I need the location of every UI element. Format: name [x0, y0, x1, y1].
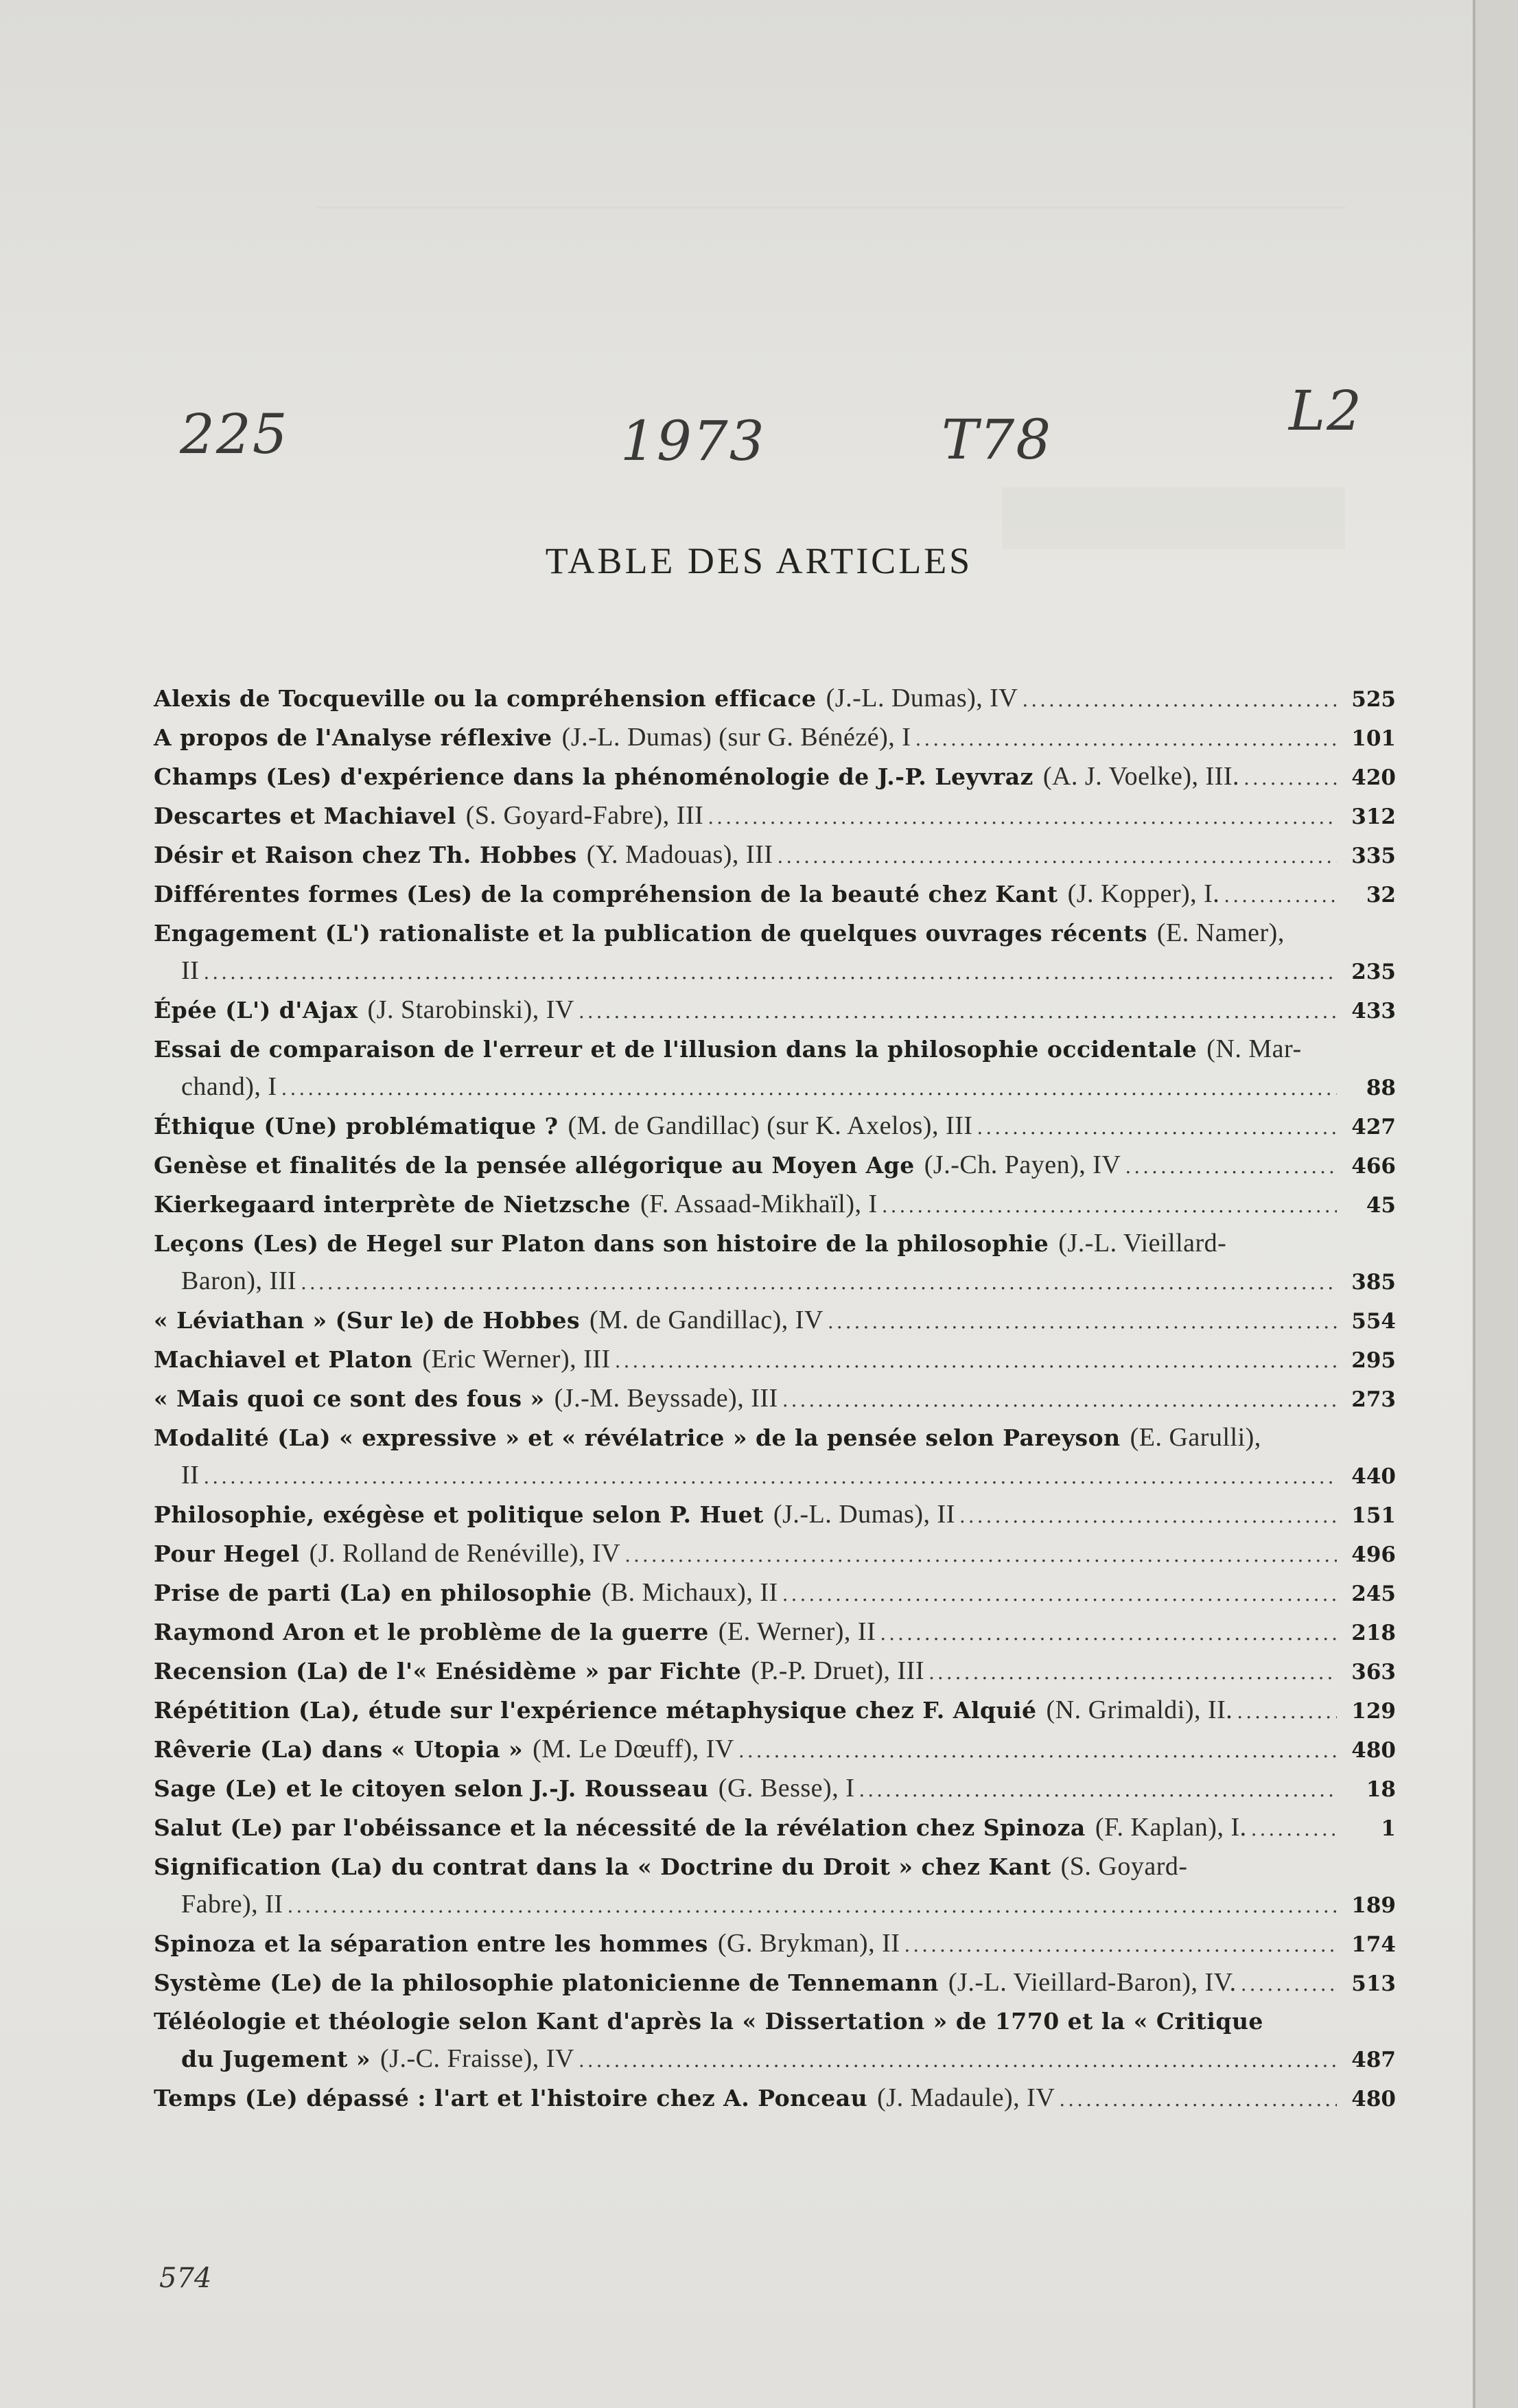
toc-entry	[154, 2003, 1396, 2079]
toc-entry-line	[154, 1535, 1396, 1574]
article-title: Système (Le) de la philosophie platonicienne de Tennemann	[154, 1969, 939, 1996]
toc-entry	[154, 1535, 1396, 1574]
article-page-number: 496	[1351, 1542, 1396, 1567]
toc-entry-line	[154, 758, 1396, 797]
article-page-number: 101	[1351, 726, 1396, 751]
leader-dots	[859, 1772, 1337, 1809]
toc-entry-line	[154, 680, 1396, 719]
article-author-continued: II	[181, 956, 200, 985]
toc-entry-line	[154, 1341, 1396, 1380]
article-page-number: 174	[1351, 1932, 1396, 1957]
toc-entry-line	[154, 1613, 1396, 1652]
toc-entry	[154, 1652, 1396, 1691]
handwritten-note-mark: L2	[1289, 379, 1364, 443]
toc-entry-line	[154, 1964, 1396, 2003]
article-author-continued: Fabre), II	[181, 1890, 283, 1919]
article-author-continued: Baron), III	[181, 1266, 296, 1295]
leader-dots	[1237, 1693, 1337, 1730]
leader-dots	[882, 1188, 1337, 1225]
toc-entry-line	[154, 1730, 1396, 1770]
toc-entry	[154, 1848, 1396, 1925]
article-title: Spinoza et la séparation entre les hommes	[154, 1930, 708, 1957]
article-author: (F. Assaad-Mikhaïl), I	[640, 1190, 878, 1218]
article-title: Philosophie, exégèse et politique selon P. Huet	[154, 1501, 764, 1528]
toc-entry-line	[154, 1652, 1396, 1691]
article-page-number: 525	[1351, 687, 1396, 712]
article-title: Signification (La) du contrat dans la « Doctrine du Droit » chez Kant	[154, 1853, 1051, 1880]
toc-entry-line	[154, 1457, 1396, 1496]
article-title: « Léviathan » (Sur le) de Hobbes	[154, 1307, 581, 1334]
toc-entry-line	[154, 914, 1396, 952]
leader-dots	[828, 1304, 1337, 1341]
article-title-continued: du Jugement »	[181, 2046, 371, 2072]
article-page-number: 480	[1351, 2087, 1396, 2111]
leader-dots	[738, 1733, 1337, 1770]
toc-entry	[154, 719, 1396, 758]
toc-entry	[154, 1613, 1396, 1652]
article-author: (J.-L. Vieillard-	[1058, 1229, 1227, 1258]
toc-entry-line	[154, 1770, 1396, 1809]
article-page-number: 88	[1366, 1076, 1396, 1100]
toc-entry-line	[154, 1380, 1396, 1419]
article-title: Modalité (La) « expressive » et « révélatrice » de la pensée selon Pareyson	[154, 1424, 1121, 1451]
toc-entry	[154, 1301, 1396, 1341]
article-author: (J.-L. Dumas) (sur G. Bénézé), I	[561, 723, 911, 752]
article-author: (A. J. Voelke), III.	[1042, 762, 1239, 791]
article-page-number: 554	[1351, 1309, 1396, 1334]
article-title: Descartes et Machiavel	[154, 802, 456, 829]
toc-entry	[154, 1925, 1396, 1964]
article-page-number: 487	[1351, 2048, 1396, 2072]
article-author: (F. Kaplan), I.	[1095, 1813, 1247, 1842]
toc-entry-line	[154, 1691, 1396, 1730]
toc-entry	[154, 1341, 1396, 1380]
article-author: (S. Goyard-	[1060, 1852, 1188, 1881]
article-page-number: 273	[1351, 1387, 1396, 1412]
article-author: (J.-L. Dumas), IV	[826, 684, 1018, 713]
toc-entry-line	[154, 2040, 1396, 2079]
article-title: A propos de l'Analyse réflexive	[154, 724, 552, 751]
article-author: (J. Madaule), IV	[877, 2083, 1055, 2112]
leader-dots	[1125, 1148, 1337, 1185]
leader-dots	[959, 1498, 1337, 1535]
article-page-number: 151	[1351, 1503, 1396, 1528]
article-author: (E. Garulli),	[1130, 1423, 1261, 1452]
article-title: Raymond Aron et le problème de la guerre	[154, 1619, 709, 1645]
leader-dots	[301, 1264, 1337, 1301]
leader-dots	[615, 1343, 1337, 1380]
toc-entry	[154, 797, 1396, 836]
leader-dots	[203, 954, 1337, 991]
toc-entry	[154, 758, 1396, 797]
leader-dots	[281, 1070, 1337, 1107]
toc-entry-line	[154, 2079, 1396, 2118]
leader-dots	[777, 838, 1337, 875]
toc-entry	[154, 1107, 1396, 1146]
article-page-number: 32	[1366, 883, 1396, 907]
article-page-number: 312	[1351, 804, 1396, 829]
toc-entry	[154, 1691, 1396, 1730]
article-title: Éthique (Une) problématique ?	[154, 1113, 559, 1139]
page-edge-shadow	[1475, 0, 1518, 2408]
article-author-continued: (J.-C. Fraisse), IV	[380, 2044, 574, 2073]
toc-entry-line	[154, 1574, 1396, 1613]
table-of-articles	[154, 680, 1396, 2118]
article-page-number: 440	[1351, 1464, 1396, 1489]
article-author: (E. Werner), II	[718, 1617, 876, 1646]
toc-entry-line	[154, 1848, 1396, 1886]
toc-entry	[154, 1730, 1396, 1770]
article-author: (M. de Gandillac) (sur K. Axelos), III	[568, 1111, 973, 1140]
article-author: (P.-P. Druet), III	[751, 1656, 924, 1685]
article-page-number: 45	[1366, 1193, 1396, 1218]
page-title: TABLE DES ARTICLES	[545, 540, 973, 581]
show-through	[316, 206, 1345, 426]
article-title: Prise de parti (La) en philosophie	[154, 1579, 592, 1606]
article-page-number: 420	[1351, 765, 1396, 790]
article-author: (N. Mar-	[1206, 1034, 1302, 1063]
page-number: 574	[159, 2262, 212, 2294]
toc-entry-line	[154, 1107, 1396, 1146]
article-title: Champs (Les) d'expérience dans la phénoménologie de J.-P. Leyvraz	[154, 763, 1034, 790]
article-title: Kierkegaard interprète de Nietzsche	[154, 1191, 631, 1218]
article-page-number: 466	[1351, 1154, 1396, 1179]
toc-entry-line	[154, 797, 1396, 836]
leader-dots	[880, 1615, 1337, 1652]
article-title: Leçons (Les) de Hegel sur Platon dans son histoire de la philosophie	[154, 1230, 1049, 1257]
leader-dots	[904, 1927, 1337, 1964]
leader-dots	[782, 1382, 1337, 1419]
toc-entry-line	[154, 1925, 1396, 1964]
article-title: Salut (Le) par l'obéissance et la nécessité de la révélation chez Spinoza	[154, 1814, 1086, 1841]
article-title: Sage (Le) et le citoyen selon J.-J. Rousseau	[154, 1775, 709, 1802]
article-author: (G. Brykman), II	[717, 1929, 900, 1958]
leader-dots	[977, 1109, 1337, 1146]
toc-entry-line	[154, 1068, 1396, 1107]
article-author: (J. Kopper), I.	[1067, 879, 1220, 908]
toc-entry	[154, 1770, 1396, 1809]
handwritten-note-tome: T78	[942, 408, 1053, 472]
article-author: (Y. Madouas), III	[586, 840, 773, 869]
toc-entry	[154, 1146, 1396, 1185]
toc-entry	[154, 914, 1396, 991]
toc-entry	[154, 836, 1396, 875]
article-page-number: 218	[1351, 1621, 1396, 1645]
toc-entry	[154, 875, 1396, 914]
toc-entry	[154, 991, 1396, 1030]
toc-entry-line	[154, 836, 1396, 875]
leader-dots	[708, 799, 1337, 836]
leader-dots	[1241, 1966, 1337, 2003]
leader-dots	[782, 1576, 1337, 1613]
toc-entry	[154, 1574, 1396, 1613]
article-author: (Eric Werner), III	[422, 1345, 611, 1374]
toc-entry	[154, 1419, 1396, 1496]
toc-entry	[154, 1185, 1396, 1225]
article-title: « Mais quoi ce sont des fous »	[154, 1385, 545, 1412]
leader-dots	[579, 2042, 1337, 2079]
toc-entry	[154, 1030, 1396, 1107]
article-title: Recension (La) de l'« Enésidème » par Fichte	[154, 1658, 742, 1685]
article-title: Temps (Le) dépassé : l'art et l'histoire chez A. Ponceau	[154, 2085, 868, 2111]
toc-entry-line	[154, 1809, 1396, 1848]
leader-dots	[1243, 760, 1337, 797]
leader-dots	[579, 993, 1337, 1030]
article-author-continued: II	[181, 1461, 200, 1490]
article-title: Genèse et finalités de la pensée allégorique au Moyen Age	[154, 1152, 915, 1179]
toc-entry-line	[154, 1185, 1396, 1225]
leader-dots	[1022, 682, 1337, 719]
article-page-number: 363	[1351, 1660, 1396, 1685]
article-title: Machiavel et Platon	[154, 1346, 413, 1373]
toc-entry-line	[154, 719, 1396, 758]
article-author: (B. Michaux), II	[601, 1578, 778, 1607]
toc-entry-line	[154, 2003, 1396, 2040]
toc-entry	[154, 1964, 1396, 2003]
article-page-number: 18	[1366, 1777, 1396, 1802]
toc-entry	[154, 680, 1396, 719]
article-author: (J.-L. Dumas), II	[773, 1500, 955, 1529]
toc-entry-line	[154, 1419, 1396, 1457]
toc-entry-line	[154, 875, 1396, 914]
toc-entry	[154, 1809, 1396, 1848]
leader-dots	[203, 1459, 1337, 1496]
article-page-number: 235	[1351, 960, 1396, 984]
article-author: (E. Namer),	[1156, 918, 1285, 947]
article-author: (J.-M. Beyssade), III	[554, 1384, 778, 1413]
toc-entry	[154, 1496, 1396, 1535]
handwritten-note-year: 1973	[620, 409, 766, 473]
article-title: Différentes formes (Les) de la compréhension de la beauté chez Kant	[154, 881, 1058, 907]
toc-entry-line	[154, 1262, 1396, 1301]
toc-entry-line	[154, 1225, 1396, 1262]
toc-entry-line	[154, 1030, 1396, 1068]
article-author: (J.-Ch. Payen), IV	[924, 1150, 1121, 1179]
article-title: Désir et Raison chez Th. Hobbes	[154, 842, 577, 868]
article-title: Téléologie et théologie selon Kant d'après la « Dissertation » de 1770 et la « Critique	[154, 2008, 1263, 2035]
article-author: (M. Le Dœuff), IV	[533, 1735, 734, 1763]
article-page-number: 129	[1351, 1699, 1396, 1724]
article-page-number: 513	[1351, 1971, 1396, 1996]
article-author: (G. Besse), I	[718, 1774, 855, 1803]
toc-entry	[154, 1380, 1396, 1419]
toc-entry	[154, 1225, 1396, 1301]
toc-entry	[154, 2079, 1396, 2118]
leader-dots	[1224, 877, 1337, 914]
article-page-number: 335	[1351, 844, 1396, 868]
toc-entry-line	[154, 1146, 1396, 1185]
article-author: (N. Grimaldi), II.	[1046, 1695, 1233, 1724]
article-title: Pour Hegel	[154, 1540, 300, 1567]
article-author: (M. de Gandillac), IV	[589, 1306, 824, 1334]
article-author-continued: chand), I	[181, 1072, 277, 1101]
article-author: (J. Starobinski), IV	[367, 995, 574, 1024]
leader-dots	[287, 1888, 1337, 1925]
article-page-number: 295	[1351, 1348, 1396, 1373]
leader-dots	[624, 1537, 1337, 1574]
article-author: (J.-L. Vieillard-Baron), IV.	[948, 1968, 1237, 1997]
article-title: Essai de comparaison de l'erreur et de l'illusion dans la philosophie occidentale	[154, 1036, 1198, 1063]
article-title: Répétition (La), étude sur l'expérience métaphysique chez F. Alquié	[154, 1697, 1037, 1724]
toc-entry-line	[154, 991, 1396, 1030]
article-author: (J. Rolland de Renéville), IV	[309, 1539, 621, 1568]
handwritten-note-volume: 225	[180, 402, 289, 466]
leader-dots	[1059, 2081, 1337, 2118]
toc-entry-line	[154, 952, 1396, 991]
article-title: Engagement (L') rationaliste et la publication de quelques ouvrages récents	[154, 920, 1147, 947]
toc-entry-line	[154, 1496, 1396, 1535]
toc-entry-line	[154, 1886, 1396, 1925]
toc-entry-line	[154, 1301, 1396, 1341]
article-title: Épée (L') d'Ajax	[154, 997, 358, 1023]
article-author: (S. Goyard-Fabre), III	[465, 801, 704, 830]
article-page-number: 433	[1351, 999, 1396, 1023]
leader-dots	[929, 1654, 1337, 1691]
leader-dots	[1251, 1811, 1337, 1848]
article-page-number: 245	[1351, 1582, 1396, 1606]
article-page-number: 1	[1381, 1816, 1396, 1841]
article-title: Rêverie (La) dans « Utopia »	[154, 1736, 524, 1763]
article-page-number: 427	[1351, 1115, 1396, 1139]
article-title: Alexis de Tocqueville ou la compréhension efficace	[154, 685, 817, 712]
article-page-number: 385	[1351, 1270, 1396, 1295]
article-page-number: 189	[1351, 1893, 1396, 1918]
leader-dots	[915, 721, 1337, 758]
article-page-number: 480	[1351, 1738, 1396, 1763]
